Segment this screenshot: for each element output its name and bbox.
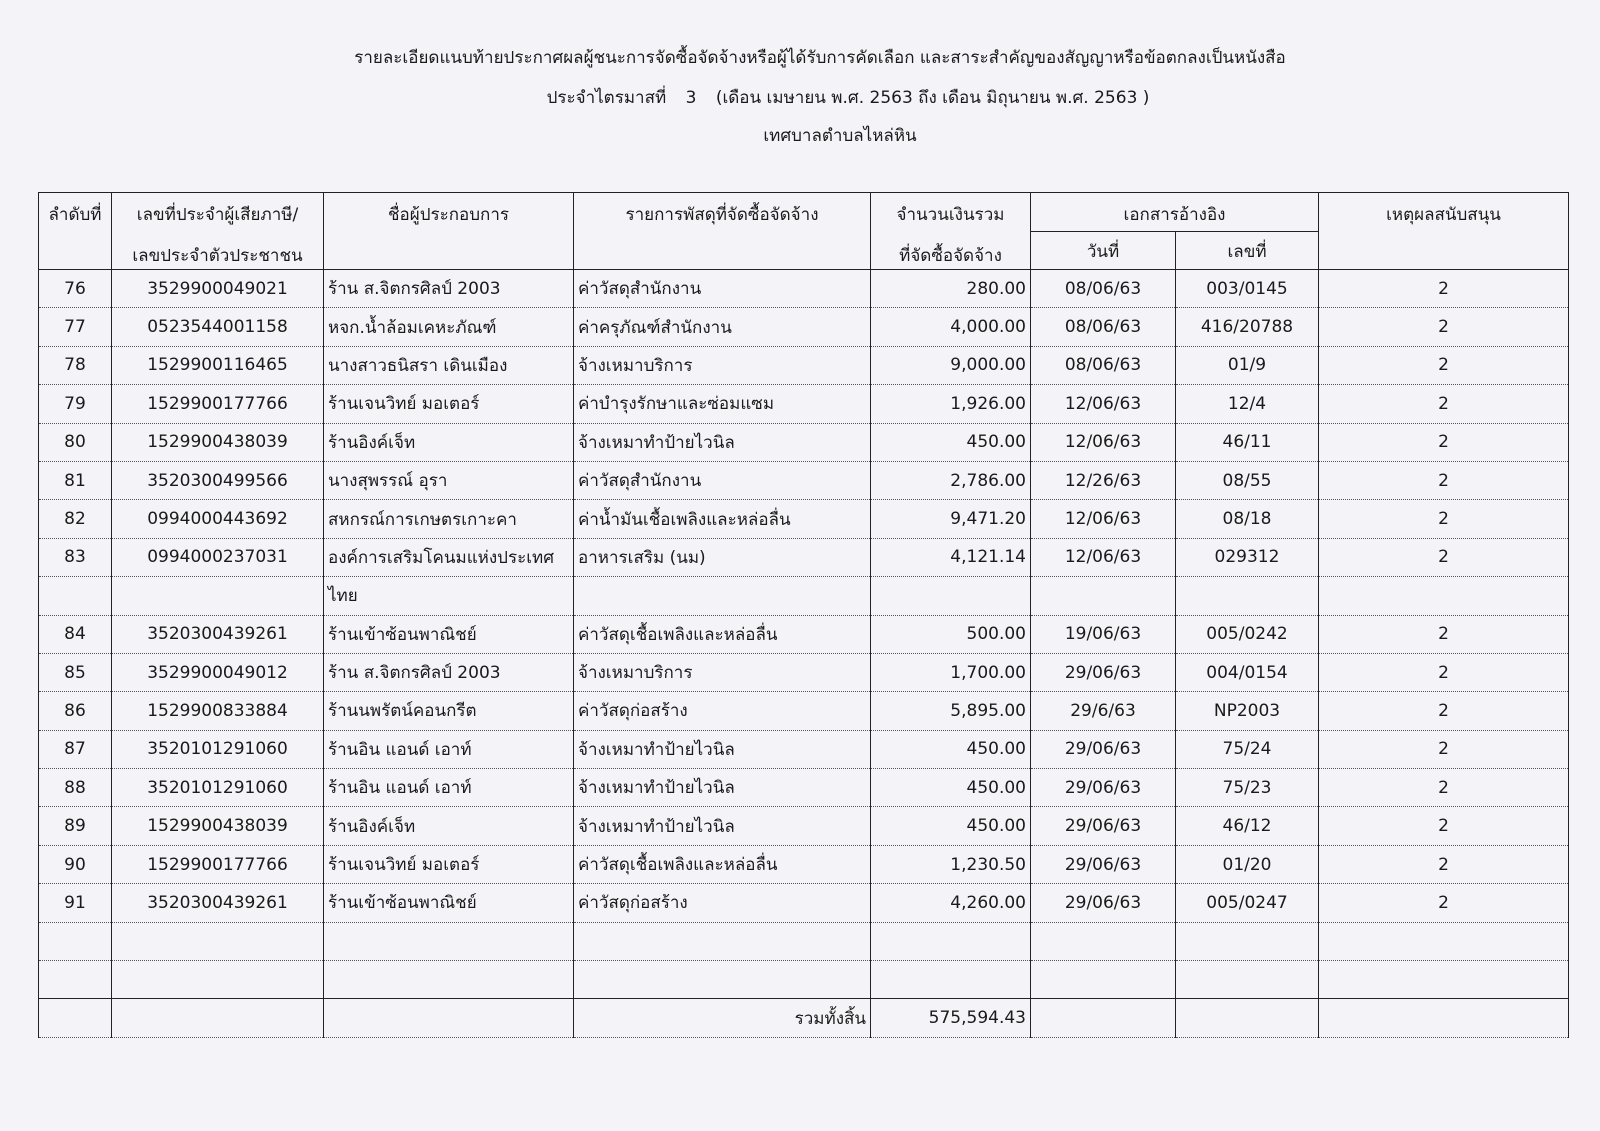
table-row bbox=[39, 922, 1569, 960]
reason-code-cell: 2 bbox=[1319, 807, 1569, 845]
table-row bbox=[39, 346, 1569, 384]
table-row bbox=[39, 538, 1569, 576]
doc-date-cell: 08/06/63 bbox=[1031, 346, 1176, 384]
vendor-name-cell bbox=[324, 922, 574, 960]
procurement-item-cell: ค่าวัสดุสำนักงาน bbox=[574, 461, 871, 499]
table-row bbox=[39, 270, 1569, 308]
taxpayer-id-cell: 3529900049021 bbox=[112, 270, 324, 308]
total-empty-cell bbox=[1319, 999, 1569, 1037]
taxpayer-id-cell bbox=[112, 922, 324, 960]
vendor-name-cell: ร้าน ส.จิตกรศิลป์ 2003 bbox=[324, 270, 574, 308]
vendor-name-cell: ร้านอิงค์เจ็ท bbox=[324, 807, 574, 845]
header-tax-line2: เลขประจำตัวประชาชน bbox=[132, 246, 303, 266]
doc-number-cell bbox=[1176, 577, 1319, 615]
doc-number-cell: 46/12 bbox=[1176, 807, 1319, 845]
header-name: ชื่อผู้ประกอบการ bbox=[324, 193, 574, 270]
table-row bbox=[39, 385, 1569, 423]
row-number-cell bbox=[39, 922, 112, 960]
row-number-cell bbox=[39, 961, 112, 999]
procurement-item-cell: ค่าวัสดุก่อสร้าง bbox=[574, 884, 871, 922]
reason-code-cell: 2 bbox=[1319, 461, 1569, 499]
taxpayer-id-cell: 0994000237031 bbox=[112, 538, 324, 576]
reason-code-cell: 2 bbox=[1319, 308, 1569, 346]
header-doc-ref: เอกสารอ้างอิง bbox=[1031, 193, 1319, 232]
table-row bbox=[39, 807, 1569, 845]
taxpayer-id-cell: 3520300439261 bbox=[112, 615, 324, 653]
amount-cell: 9,000.00 bbox=[871, 346, 1031, 384]
period-line bbox=[48, 84, 1600, 111]
vendor-name-cell: ร้านเข้าซ้อนพาณิชย์ bbox=[324, 615, 574, 653]
doc-date-cell: 12/26/63 bbox=[1031, 461, 1176, 499]
header-num: ลำดับที่ bbox=[39, 193, 112, 270]
period-label: ประจำไตรมาสที่ bbox=[546, 88, 667, 108]
taxpayer-id-cell: 3520300499566 bbox=[112, 461, 324, 499]
reason-code-cell: 2 bbox=[1319, 692, 1569, 730]
table-row bbox=[39, 577, 1569, 615]
doc-date-cell: 12/06/63 bbox=[1031, 500, 1176, 538]
procurement-item-cell bbox=[574, 577, 871, 615]
taxpayer-id-cell: 1529900177766 bbox=[112, 385, 324, 423]
amount-cell: 4,260.00 bbox=[871, 884, 1031, 922]
procurement-item-cell: ค่าวัสดุเชื้อเพลิงและหล่อลื่น bbox=[574, 615, 871, 653]
total-empty-cell bbox=[39, 999, 112, 1037]
doc-number-cell: 01/9 bbox=[1176, 346, 1319, 384]
reason-code-cell bbox=[1319, 961, 1569, 999]
amount-cell: 9,471.20 bbox=[871, 500, 1031, 538]
row-number-cell: 84 bbox=[39, 615, 112, 653]
doc-date-cell: 12/06/63 bbox=[1031, 385, 1176, 423]
amount-cell: 2,786.00 bbox=[871, 461, 1031, 499]
reason-code-cell: 2 bbox=[1319, 270, 1569, 308]
taxpayer-id-cell bbox=[112, 577, 324, 615]
vendor-name-cell: ร้านอิน แอนด์ เอาท์ bbox=[324, 730, 574, 768]
table-row bbox=[39, 653, 1569, 691]
doc-number-cell: 004/0154 bbox=[1176, 653, 1319, 691]
reason-code-cell: 2 bbox=[1319, 346, 1569, 384]
procurement-item-cell: ค่าครุภัณฑ์สำนักงาน bbox=[574, 308, 871, 346]
total-label: รวมทั้งสิ้น bbox=[574, 999, 871, 1037]
amount-cell: 1,230.50 bbox=[871, 845, 1031, 883]
doc-number-cell: 08/55 bbox=[1176, 461, 1319, 499]
reason-code-cell: 2 bbox=[1319, 769, 1569, 807]
header-tax-id bbox=[112, 193, 324, 270]
table-row bbox=[39, 500, 1569, 538]
row-number-cell: 80 bbox=[39, 423, 112, 461]
procurement-item-cell bbox=[574, 961, 871, 999]
vendor-name-cell: นางสุพรรณ์ อุรา bbox=[324, 461, 574, 499]
doc-number-cell: 01/20 bbox=[1176, 845, 1319, 883]
table-footer bbox=[39, 999, 1569, 1037]
taxpayer-id-cell: 3529900049012 bbox=[112, 653, 324, 691]
procurement-item-cell: จ้างเหมาทำป้ายไวนิล bbox=[574, 423, 871, 461]
doc-date-cell bbox=[1031, 961, 1176, 999]
doc-date-cell: 19/06/63 bbox=[1031, 615, 1176, 653]
table-header bbox=[39, 193, 1569, 270]
procurement-item-cell: ค่าวัสดุก่อสร้าง bbox=[574, 692, 871, 730]
amount-cell: 450.00 bbox=[871, 769, 1031, 807]
doc-date-cell: 29/06/63 bbox=[1031, 807, 1176, 845]
total-empty-cell bbox=[112, 999, 324, 1037]
doc-date-cell: 29/06/63 bbox=[1031, 884, 1176, 922]
vendor-name-cell: ร้านอิงค์เจ็ท bbox=[324, 423, 574, 461]
doc-number-cell: 005/0242 bbox=[1176, 615, 1319, 653]
row-number-cell: 88 bbox=[39, 769, 112, 807]
header-item: รายการพัสดุที่จัดซื้อจัดจ้าง bbox=[574, 193, 871, 270]
total-row bbox=[39, 999, 1569, 1037]
header-amount bbox=[871, 193, 1031, 270]
taxpayer-id-cell bbox=[112, 961, 324, 999]
amount-cell: 1,926.00 bbox=[871, 385, 1031, 423]
doc-number-cell: NP2003 bbox=[1176, 692, 1319, 730]
doc-number-cell: 75/24 bbox=[1176, 730, 1319, 768]
amount-cell bbox=[871, 577, 1031, 615]
taxpayer-id-cell: 0994000443692 bbox=[112, 500, 324, 538]
vendor-name-cell: ร้านเข้าซ้อนพาณิชย์ bbox=[324, 884, 574, 922]
taxpayer-id-cell: 3520101291060 bbox=[112, 769, 324, 807]
table-row bbox=[39, 730, 1569, 768]
vendor-name-cell: ไทย bbox=[324, 577, 574, 615]
doc-date-cell bbox=[1031, 922, 1176, 960]
total-empty-cell bbox=[1031, 999, 1176, 1037]
row-number-cell: 78 bbox=[39, 346, 112, 384]
amount-cell: 1,700.00 bbox=[871, 653, 1031, 691]
table-row bbox=[39, 615, 1569, 653]
doc-number-cell: 08/18 bbox=[1176, 500, 1319, 538]
row-number-cell: 79 bbox=[39, 385, 112, 423]
header-amount-line1: จำนวนเงินรวม bbox=[896, 205, 1005, 225]
procurement-item-cell: อาหารเสริม (นม) bbox=[574, 538, 871, 576]
procurement-item-cell: ค่าวัสดุเชื้อเพลิงและหล่อลื่น bbox=[574, 845, 871, 883]
reason-code-cell: 2 bbox=[1319, 615, 1569, 653]
amount-cell bbox=[871, 922, 1031, 960]
table-row bbox=[39, 423, 1569, 461]
vendor-name-cell: ร้านนพรัตน์คอนกรีต bbox=[324, 692, 574, 730]
table-row bbox=[39, 692, 1569, 730]
taxpayer-id-cell: 1529900438039 bbox=[112, 423, 324, 461]
row-number-cell: 76 bbox=[39, 270, 112, 308]
reason-code-cell: 2 bbox=[1319, 730, 1569, 768]
vendor-name-cell: องค์การเสริมโคนมแห่งประเทศ bbox=[324, 538, 574, 576]
doc-date-cell: 08/06/63 bbox=[1031, 270, 1176, 308]
total-empty-cell bbox=[1176, 999, 1319, 1037]
procurement-item-cell: จ้างเหมาทำป้ายไวนิล bbox=[574, 730, 871, 768]
row-number-cell: 86 bbox=[39, 692, 112, 730]
doc-number-cell bbox=[1176, 961, 1319, 999]
vendor-name-cell: ร้าน ส.จิตกรศิลป์ 2003 bbox=[324, 653, 574, 691]
doc-number-cell: 005/0247 bbox=[1176, 884, 1319, 922]
reason-code-cell: 2 bbox=[1319, 385, 1569, 423]
reason-code-cell: 2 bbox=[1319, 884, 1569, 922]
quarter-number: 3 bbox=[685, 88, 697, 108]
amount-cell: 450.00 bbox=[871, 423, 1031, 461]
row-number-cell: 90 bbox=[39, 845, 112, 883]
row-number-cell: 77 bbox=[39, 308, 112, 346]
vendor-name-cell: หจก.น้ำล้อมเคหะภัณฑ์ bbox=[324, 308, 574, 346]
vendor-name-cell: ร้านเจนวิทย์ มอเตอร์ bbox=[324, 385, 574, 423]
table-row bbox=[39, 845, 1569, 883]
amount-cell: 450.00 bbox=[871, 730, 1031, 768]
reason-code-cell bbox=[1319, 922, 1569, 960]
vendor-name-cell: ร้านอิน แอนด์ เอาท์ bbox=[324, 769, 574, 807]
procurement-item-cell: จ้างเหมาทำป้ายไวนิล bbox=[574, 807, 871, 845]
reason-code-cell: 2 bbox=[1319, 500, 1569, 538]
row-number-cell: 89 bbox=[39, 807, 112, 845]
row-number-cell: 91 bbox=[39, 884, 112, 922]
taxpayer-id-cell: 3520101291060 bbox=[112, 730, 324, 768]
table-body bbox=[39, 270, 1569, 999]
doc-number-cell: 75/23 bbox=[1176, 769, 1319, 807]
doc-date-cell: 29/06/63 bbox=[1031, 653, 1176, 691]
header-doc-no: เลขที่ bbox=[1176, 231, 1319, 270]
taxpayer-id-cell: 3520300439261 bbox=[112, 884, 324, 922]
row-number-cell: 83 bbox=[39, 538, 112, 576]
doc-number-cell: 029312 bbox=[1176, 538, 1319, 576]
total-empty-cell bbox=[324, 999, 574, 1037]
procurement-item-cell: ค่าวัสดุสำนักงาน bbox=[574, 270, 871, 308]
procurement-item-cell: จ้างเหมาทำป้ายไวนิล bbox=[574, 769, 871, 807]
doc-date-cell: 29/06/63 bbox=[1031, 769, 1176, 807]
procurement-item-cell bbox=[574, 922, 871, 960]
doc-number-cell: 46/11 bbox=[1176, 423, 1319, 461]
reason-code-cell bbox=[1319, 577, 1569, 615]
amount-cell: 280.00 bbox=[871, 270, 1031, 308]
procurement-item-cell: จ้างเหมาบริการ bbox=[574, 346, 871, 384]
reason-code-cell: 2 bbox=[1319, 653, 1569, 691]
doc-number-cell: 12/4 bbox=[1176, 385, 1319, 423]
table-row bbox=[39, 769, 1569, 807]
amount-cell: 450.00 bbox=[871, 807, 1031, 845]
doc-date-cell: 29/6/63 bbox=[1031, 692, 1176, 730]
amount-cell: 4,121.14 bbox=[871, 538, 1031, 576]
taxpayer-id-cell: 1529900438039 bbox=[112, 807, 324, 845]
taxpayer-id-cell: 1529900177766 bbox=[112, 845, 324, 883]
doc-date-cell: 29/06/63 bbox=[1031, 845, 1176, 883]
document-title: รายละเอียดแนบท้ายประกาศผลผู้ชนะการจัดซื้อจัดจ้างหรือผู้ได้รับการคัดเลือก และสาระสำคัญของสัญญาหรือข้อตกลงเป็นหนังสือ bbox=[354, 48, 1286, 68]
amount-cell bbox=[871, 961, 1031, 999]
vendor-name-cell: สหกรณ์การเกษตรเกาะคา bbox=[324, 500, 574, 538]
vendor-name-cell: ร้านเจนวิทย์ มอเตอร์ bbox=[324, 845, 574, 883]
table-row bbox=[39, 308, 1569, 346]
doc-date-cell: 12/06/63 bbox=[1031, 538, 1176, 576]
table-row bbox=[39, 961, 1569, 999]
procurement-table bbox=[38, 192, 1569, 1038]
doc-number-cell: 416/20788 bbox=[1176, 308, 1319, 346]
procurement-item-cell: ค่าน้ำมันเชื้อเพลิงและหล่อลื่น bbox=[574, 500, 871, 538]
reason-code-cell: 2 bbox=[1319, 845, 1569, 883]
table-row bbox=[39, 884, 1569, 922]
reason-code-cell: 2 bbox=[1319, 538, 1569, 576]
organization-name: เทศบาลตำบลไหล่หิน bbox=[763, 126, 917, 146]
vendor-name-cell: นางสาวธนิสรา เดินเมือง bbox=[324, 346, 574, 384]
row-number-cell: 85 bbox=[39, 653, 112, 691]
header-amount-line2: ที่จัดซื้อจัดจ้าง bbox=[899, 246, 1002, 266]
procurement-item-cell: จ้างเหมาบริการ bbox=[574, 653, 871, 691]
taxpayer-id-cell: 1529900833884 bbox=[112, 692, 324, 730]
doc-number-cell: 003/0145 bbox=[1176, 270, 1319, 308]
header-doc-date: วันที่ bbox=[1031, 231, 1176, 270]
vendor-name-cell bbox=[324, 961, 574, 999]
procurement-item-cell: ค่าบำรุงรักษาและซ่อมแซม bbox=[574, 385, 871, 423]
doc-date-cell: 29/06/63 bbox=[1031, 730, 1176, 768]
row-number-cell: 82 bbox=[39, 500, 112, 538]
header-tax-line1: เลขที่ประจำผู้เสียภาษี/ bbox=[136, 205, 299, 225]
row-number-cell: 87 bbox=[39, 730, 112, 768]
amount-cell: 4,000.00 bbox=[871, 308, 1031, 346]
doc-date-cell: 12/06/63 bbox=[1031, 423, 1176, 461]
amount-cell: 5,895.00 bbox=[871, 692, 1031, 730]
header-reason: เหตุผลสนับสนุน bbox=[1319, 193, 1569, 270]
row-number-cell bbox=[39, 577, 112, 615]
table-row bbox=[39, 461, 1569, 499]
amount-cell: 500.00 bbox=[871, 615, 1031, 653]
doc-date-cell: 08/06/63 bbox=[1031, 308, 1176, 346]
taxpayer-id-cell: 0523544001158 bbox=[112, 308, 324, 346]
taxpayer-id-cell: 1529900116465 bbox=[112, 346, 324, 384]
doc-number-cell bbox=[1176, 922, 1319, 960]
doc-date-cell bbox=[1031, 577, 1176, 615]
row-number-cell: 81 bbox=[39, 461, 112, 499]
total-amount: 575,594.43 bbox=[871, 999, 1031, 1037]
reason-code-cell: 2 bbox=[1319, 423, 1569, 461]
period-range: (เดือน เมษายน พ.ศ. 2563 ถึง เดือน มิถุนายน พ.ศ. 2563 ) bbox=[715, 88, 1150, 108]
